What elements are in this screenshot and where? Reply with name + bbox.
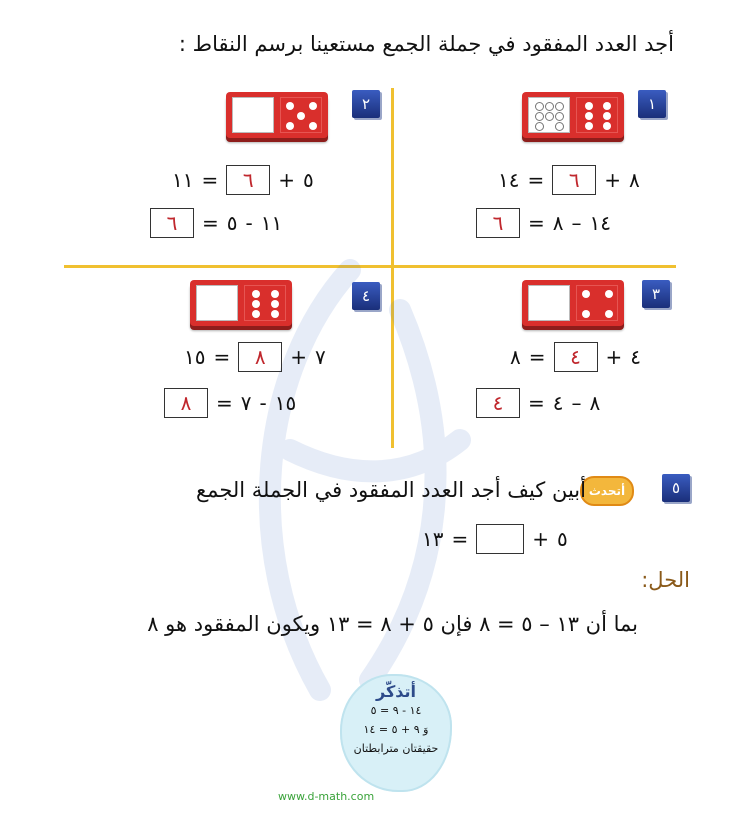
problem-4-badge: ٤ [352,282,380,310]
problem-2-badge: ٢ [352,90,380,118]
site-url: www.d-math.com [278,790,375,803]
problem-2-domino [226,92,328,138]
problem-1-badge: ١ [638,90,666,118]
domino-half-empty [196,285,238,321]
answer-box[interactable]: ٦ [476,208,520,238]
domino-half-pips [244,285,286,321]
answer-box[interactable]: ٦ [226,165,270,195]
remember-cloud [340,674,452,792]
answer-box[interactable]: ٦ [150,208,194,238]
problem-4-equation-1: ١٥ = ٨ + ٧ [184,342,326,372]
problem-1-equation-1: ١٤ = ٦ + ٨ [498,165,640,195]
problem-2-equation-1: ١١ = ٦ + ٥ [172,165,314,195]
domino-half-pips [576,285,618,321]
solution-label: الحل: [641,568,690,592]
answer-box[interactable]: ٨ [238,342,282,372]
problem-3-domino [522,280,624,326]
remember-line: ١٤ - ٩ = ٥ [370,704,422,717]
answer-box[interactable]: ٤ [476,388,520,418]
domino-half-pips [576,97,618,133]
answer-box[interactable]: ٨ [164,388,208,418]
talk-speech-bubble-icon: أتحدث [580,476,634,506]
solution-text: بما أن ١٣ – ٥ = ٨ فإن ٥ + ٨ = ١٣ ويكون المفقود هو ٨ [147,612,638,636]
problem-1-equation-2: ٦ = ٨ – ١٤ [476,208,611,238]
domino-half-empty [528,285,570,321]
question-5-equation: ١٣ = + ٥ [422,524,568,554]
answer-box[interactable]: ٦ [552,165,596,195]
domino-half-hollow [528,97,570,133]
problem-5-badge: ٥ [662,474,690,502]
answer-box[interactable]: ٤ [554,342,598,372]
answer-box[interactable] [476,524,524,554]
remember-line: وَ ٩ + ٥ = ١٤ [363,723,429,736]
question-5-text: أبين كيف أجد العدد المفقود في الجملة الجمع [196,478,586,502]
page-title: أجد العدد المفقود في جملة الجمع مستعينا برسم النقاط : [178,32,674,56]
problem-1-domino [522,92,624,138]
remember-heading: أتذكّر [376,682,416,701]
domino-half-empty [232,97,274,133]
problem-2-equation-2: ٦ = ٥ - ١١ [150,208,282,238]
problem-3-equation-1: ٨ = ٤ + ٤ [510,342,641,372]
problem-4-equation-2: ٨ = ٧ - ١٥ [164,388,296,418]
problem-3-equation-2: ٤ = ٤ – ٨ [476,388,600,418]
domino-half-pips [280,97,322,133]
remember-line: حقيقتان مترابطتان [353,742,439,755]
problem-3-badge: ٣ [642,280,670,308]
problem-4-domino [190,280,292,326]
